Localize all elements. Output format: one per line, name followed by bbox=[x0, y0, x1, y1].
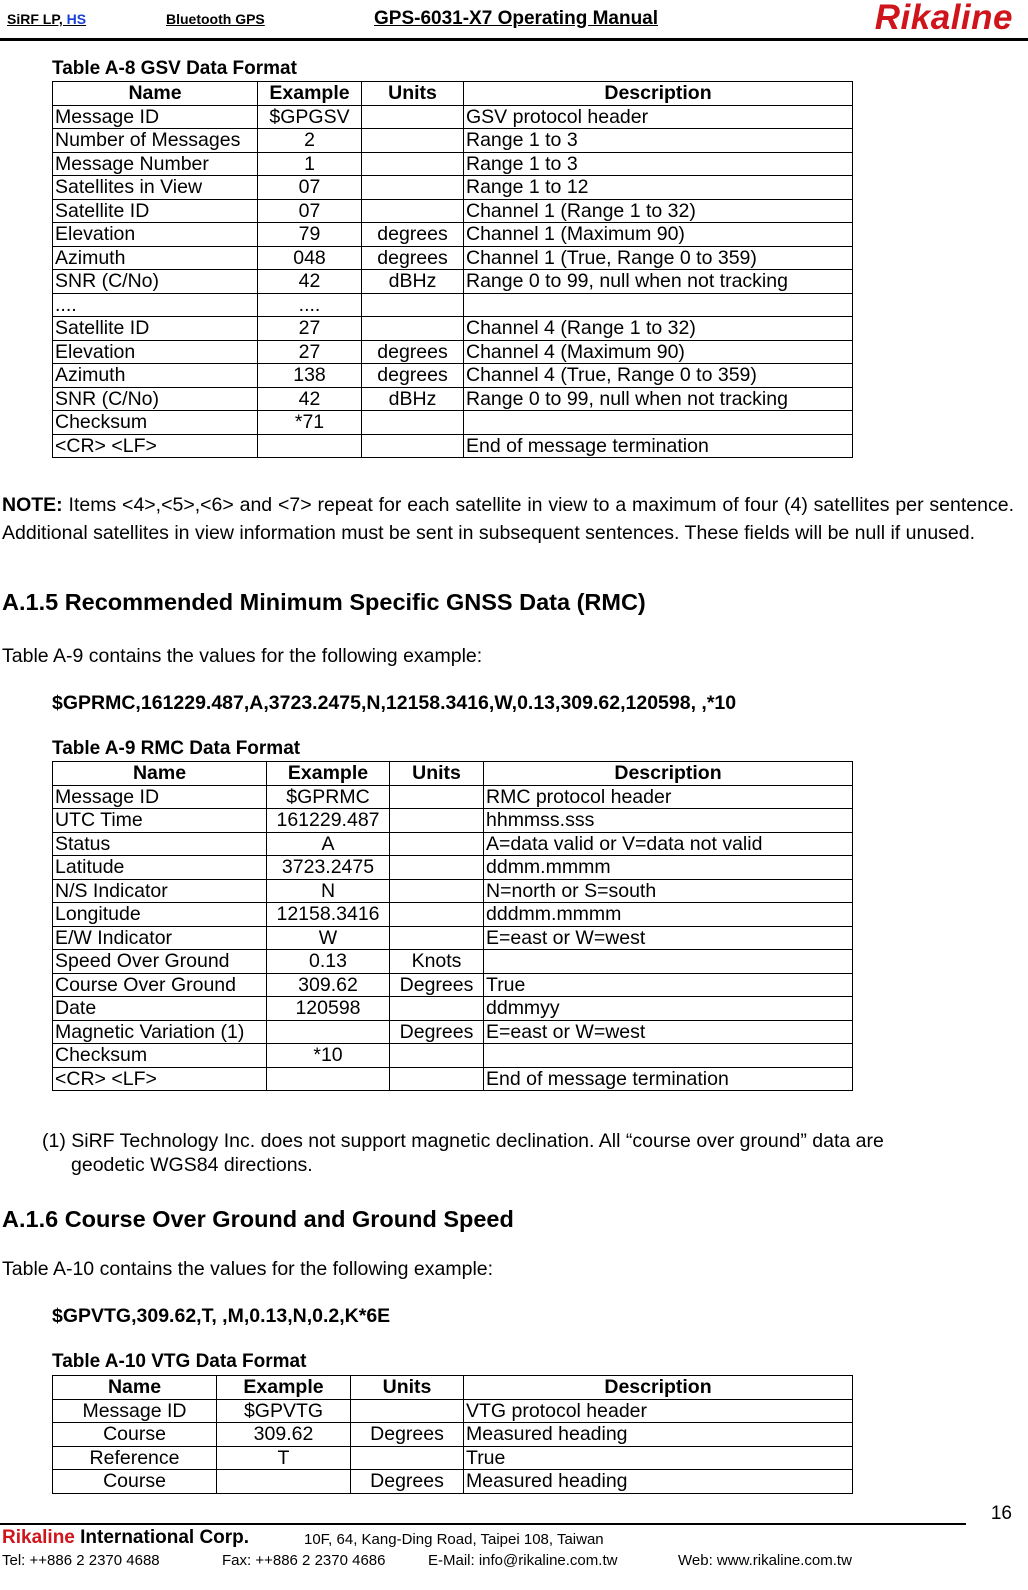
table-cell: 2 bbox=[258, 129, 362, 153]
table-cell: Course bbox=[53, 1470, 217, 1494]
table-row bbox=[53, 1446, 853, 1470]
table-cell: 309.62 bbox=[217, 1423, 351, 1447]
table-row bbox=[53, 129, 853, 153]
table-cell: Elevation bbox=[53, 223, 258, 247]
rmc-section-heading: A.1.5 Recommended Minimum Specific GNSS Data (RMC) bbox=[2, 589, 646, 615]
table-cell: Range 1 to 3 bbox=[464, 152, 853, 176]
column-header: Units bbox=[362, 82, 464, 106]
table-cell bbox=[267, 1020, 390, 1044]
table-cell: 42 bbox=[258, 387, 362, 411]
table-row bbox=[53, 434, 853, 458]
table-cell: GSV protocol header bbox=[464, 105, 853, 129]
column-header: Example bbox=[267, 762, 390, 786]
table-cell: UTC Time bbox=[53, 809, 267, 833]
table-cell: dBHz bbox=[362, 270, 464, 294]
table-row bbox=[53, 105, 853, 129]
table-cell: 309.62 bbox=[267, 973, 390, 997]
table-cell: 0.13 bbox=[267, 950, 390, 974]
table-cell: W bbox=[267, 926, 390, 950]
table-cell bbox=[362, 176, 464, 200]
table-row bbox=[53, 270, 853, 294]
table-cell: Elevation bbox=[53, 340, 258, 364]
column-header: Description bbox=[484, 762, 853, 786]
footer-address: 10F, 64, Kang-Ding Road, Taipei 108, Taiwan bbox=[304, 1531, 604, 1548]
gsv-data-table bbox=[52, 81, 853, 458]
note-text: Items <4>,<5>,<6> and <7> repeat for each satellite in view to a maximum of four (4) satellites per sentence. Additional satellites in view information must be sent in subsequent sentences. These fields will be null if unused. bbox=[2, 494, 1014, 544]
table-cell: 048 bbox=[258, 246, 362, 270]
column-header: Units bbox=[351, 1376, 464, 1400]
table-row bbox=[53, 950, 853, 974]
table-cell bbox=[267, 1067, 390, 1091]
table-cell: ddmm.mmmm bbox=[484, 856, 853, 880]
gsv-note bbox=[2, 491, 1014, 547]
table-cell bbox=[362, 434, 464, 458]
header-sirf-text: SiRF LP, bbox=[7, 11, 67, 27]
table-cell: Reference bbox=[53, 1446, 217, 1470]
table-cell bbox=[362, 411, 464, 435]
table-cell: Message ID bbox=[53, 785, 267, 809]
table-cell: hhmmss.sss bbox=[484, 809, 853, 833]
table-cell: $GPVTG bbox=[217, 1399, 351, 1423]
table-cell: Degrees bbox=[390, 973, 484, 997]
table-header-row bbox=[53, 1376, 853, 1400]
header-hs-link[interactable]: HS bbox=[66, 11, 87, 27]
table-row bbox=[53, 411, 853, 435]
table-cell: Satellites in View bbox=[53, 176, 258, 200]
table-row bbox=[53, 832, 853, 856]
table-cell: dBHz bbox=[362, 387, 464, 411]
table-row bbox=[53, 293, 853, 317]
table-cell: Satellite ID bbox=[53, 199, 258, 223]
table-cell: 120598 bbox=[267, 997, 390, 1021]
vtg-intro: Table A-10 contains the values for the following example: bbox=[2, 1258, 494, 1280]
table-cell: Channel 4 (True, Range 0 to 359) bbox=[464, 364, 853, 388]
table-cell bbox=[390, 856, 484, 880]
table-cell: *10 bbox=[267, 1044, 390, 1068]
table-cell: Range 0 to 99, null when not tracking bbox=[464, 387, 853, 411]
table-cell: degrees bbox=[362, 246, 464, 270]
table-cell bbox=[390, 1067, 484, 1091]
table-header-row bbox=[53, 82, 853, 106]
table-cell: 3723.2475 bbox=[267, 856, 390, 880]
vtg-section-heading: A.1.6 Course Over Ground and Ground Speed bbox=[2, 1206, 514, 1232]
vtg-data-table bbox=[52, 1375, 853, 1494]
vtg-table-caption: Table A-10 VTG Data Format bbox=[52, 1351, 307, 1372]
table-cell bbox=[362, 293, 464, 317]
table-cell: T bbox=[217, 1446, 351, 1470]
table-cell: Range 0 to 99, null when not tracking bbox=[464, 270, 853, 294]
table-cell: 42 bbox=[258, 270, 362, 294]
rmc-example-sentence: $GPRMC,161229.487,A,3723.2475,N,12158.3416,W,0.13,309.62,120598, ,*10 bbox=[52, 692, 737, 714]
table-cell bbox=[390, 832, 484, 856]
table-row bbox=[53, 879, 853, 903]
table-cell: End of message termination bbox=[464, 434, 853, 458]
table-cell: Message ID bbox=[53, 105, 258, 129]
table-cell: Number of Messages bbox=[53, 129, 258, 153]
header-product-line bbox=[7, 11, 86, 27]
footer-email[interactable]: E-Mail: info@rikaline.com.tw bbox=[428, 1552, 618, 1569]
note-label: NOTE: bbox=[2, 494, 63, 516]
header-divider bbox=[0, 38, 1028, 41]
column-header: Name bbox=[53, 762, 267, 786]
table-cell: dddmm.mmmm bbox=[484, 903, 853, 927]
table-cell: Measured heading bbox=[464, 1423, 853, 1447]
table-row bbox=[53, 1470, 853, 1494]
table-cell bbox=[390, 809, 484, 833]
footnote-line-1: (1) SiRF Technology Inc. does not support magnetic declination. All “course over ground” data are bbox=[42, 1130, 884, 1152]
table-row bbox=[53, 152, 853, 176]
table-cell: Message Number bbox=[53, 152, 258, 176]
column-header: Name bbox=[53, 1376, 217, 1400]
header-manual-title: GPS-6031-X7 Operating Manual bbox=[374, 8, 659, 29]
table-cell: <CR> <LF> bbox=[53, 1067, 267, 1091]
table-cell: SNR (C/No) bbox=[53, 387, 258, 411]
table-cell: Azimuth bbox=[53, 364, 258, 388]
table-cell: Checksum bbox=[53, 411, 258, 435]
column-header: Units bbox=[390, 762, 484, 786]
table-cell: Channel 4 (Range 1 to 32) bbox=[464, 317, 853, 341]
table-cell: RMC protocol header bbox=[484, 785, 853, 809]
table-cell: Degrees bbox=[390, 1020, 484, 1044]
table-row bbox=[53, 387, 853, 411]
table-cell bbox=[464, 411, 853, 435]
table-cell: 27 bbox=[258, 340, 362, 364]
rmc-data-table bbox=[52, 761, 853, 1091]
table-row bbox=[53, 340, 853, 364]
table-row bbox=[53, 223, 853, 247]
footer-corp-suffix: International Corp. bbox=[74, 1527, 250, 1548]
table-row bbox=[53, 364, 853, 388]
table-cell: True bbox=[464, 1446, 853, 1470]
table-cell: Magnetic Variation (1) bbox=[53, 1020, 267, 1044]
gsv-table-caption: Table A-8 GSV Data Format bbox=[52, 58, 297, 79]
column-header: Description bbox=[464, 1376, 853, 1400]
table-cell: ddmmyy bbox=[484, 997, 853, 1021]
table-cell bbox=[362, 199, 464, 223]
table-cell: .... bbox=[53, 293, 258, 317]
table-cell: Longitude bbox=[53, 903, 267, 927]
table-cell: Degrees bbox=[351, 1423, 464, 1447]
table-cell: Channel 1 (Range 1 to 32) bbox=[464, 199, 853, 223]
table-cell: degrees bbox=[362, 223, 464, 247]
table-cell: E/W Indicator bbox=[53, 926, 267, 950]
table-cell: .... bbox=[258, 293, 362, 317]
footer-company-name bbox=[2, 1527, 249, 1549]
footer-web[interactable]: Web: www.rikaline.com.tw bbox=[678, 1552, 852, 1569]
table-cell: Date bbox=[53, 997, 267, 1021]
table-cell bbox=[390, 903, 484, 927]
table-cell: 79 bbox=[258, 223, 362, 247]
footer-divider bbox=[0, 1523, 966, 1525]
table-cell: Latitude bbox=[53, 856, 267, 880]
table-row bbox=[53, 1044, 853, 1068]
rmc-intro: Table A-9 contains the values for the following example: bbox=[2, 645, 483, 667]
table-row bbox=[53, 1399, 853, 1423]
table-cell bbox=[390, 997, 484, 1021]
column-header: Description bbox=[464, 82, 853, 106]
table-cell bbox=[464, 293, 853, 317]
table-cell: 12158.3416 bbox=[267, 903, 390, 927]
table-cell: Channel 1 (True, Range 0 to 359) bbox=[464, 246, 853, 270]
column-header: Name bbox=[53, 82, 258, 106]
table-row bbox=[53, 1423, 853, 1447]
table-header-row bbox=[53, 762, 853, 786]
table-cell: degrees bbox=[362, 340, 464, 364]
column-header: Example bbox=[258, 82, 362, 106]
table-row bbox=[53, 856, 853, 880]
table-cell bbox=[351, 1446, 464, 1470]
header-bluetooth-gps: Bluetooth GPS bbox=[166, 11, 265, 27]
table-cell bbox=[484, 950, 853, 974]
table-cell: E=east or W=west bbox=[484, 926, 853, 950]
table-cell bbox=[362, 129, 464, 153]
table-cell: Message ID bbox=[53, 1399, 217, 1423]
table-cell: N=north or S=south bbox=[484, 879, 853, 903]
table-cell: Channel 1 (Maximum 90) bbox=[464, 223, 853, 247]
table-cell: Speed Over Ground bbox=[53, 950, 267, 974]
table-cell: $GPRMC bbox=[267, 785, 390, 809]
footer-tel: Tel: ++886 2 2370 4688 bbox=[2, 1552, 160, 1569]
table-cell: Checksum bbox=[53, 1044, 267, 1068]
table-cell: End of message termination bbox=[484, 1067, 853, 1091]
table-cell bbox=[217, 1470, 351, 1494]
table-cell bbox=[351, 1399, 464, 1423]
rmc-footnote bbox=[42, 1129, 884, 1177]
table-cell: Channel 4 (Maximum 90) bbox=[464, 340, 853, 364]
table-cell: *71 bbox=[258, 411, 362, 435]
table-row bbox=[53, 199, 853, 223]
table-cell: 07 bbox=[258, 199, 362, 223]
table-row bbox=[53, 1067, 853, 1091]
table-cell: Knots bbox=[390, 950, 484, 974]
table-cell bbox=[390, 1044, 484, 1068]
table-cell: VTG protocol header bbox=[464, 1399, 853, 1423]
table-cell: 07 bbox=[258, 176, 362, 200]
table-cell: N/S Indicator bbox=[53, 879, 267, 903]
footer-brand: Rikaline bbox=[2, 1527, 75, 1548]
table-cell: Status bbox=[53, 832, 267, 856]
table-cell: degrees bbox=[362, 364, 464, 388]
table-row bbox=[53, 1020, 853, 1044]
table-cell: 27 bbox=[258, 317, 362, 341]
table-row bbox=[53, 926, 853, 950]
table-cell: 161229.487 bbox=[267, 809, 390, 833]
table-cell: A=data valid or V=data not valid bbox=[484, 832, 853, 856]
table-cell: Satellite ID bbox=[53, 317, 258, 341]
table-row bbox=[53, 176, 853, 200]
table-cell: <CR> <LF> bbox=[53, 434, 258, 458]
table-cell: Azimuth bbox=[53, 246, 258, 270]
table-cell bbox=[362, 317, 464, 341]
page-number: 16 bbox=[990, 1503, 1012, 1524]
table-cell: SNR (C/No) bbox=[53, 270, 258, 294]
rmc-table-caption: Table A-9 RMC Data Format bbox=[52, 738, 301, 759]
table-row bbox=[53, 903, 853, 927]
table-cell: 138 bbox=[258, 364, 362, 388]
vtg-example-sentence: $GPVTG,309.62,T, ,M,0.13,N,0.2,K*6E bbox=[52, 1305, 391, 1327]
table-cell bbox=[484, 1044, 853, 1068]
table-cell bbox=[390, 879, 484, 903]
table-cell bbox=[258, 434, 362, 458]
rikaline-logo: Rikaline bbox=[874, 0, 1013, 37]
table-cell: Degrees bbox=[351, 1470, 464, 1494]
table-cell: Range 1 to 12 bbox=[464, 176, 853, 200]
table-row bbox=[53, 317, 853, 341]
table-cell: Range 1 to 3 bbox=[464, 129, 853, 153]
table-row bbox=[53, 785, 853, 809]
footnote-line-2: geodetic WGS84 directions. bbox=[71, 1154, 313, 1176]
table-cell bbox=[390, 785, 484, 809]
table-cell: $GPGSV bbox=[258, 105, 362, 129]
table-cell: 1 bbox=[258, 152, 362, 176]
table-cell: Course bbox=[53, 1423, 217, 1447]
table-row bbox=[53, 809, 853, 833]
footer-fax: Fax: ++886 2 2370 4686 bbox=[222, 1552, 386, 1569]
table-cell bbox=[390, 926, 484, 950]
column-header: Example bbox=[217, 1376, 351, 1400]
table-cell bbox=[362, 152, 464, 176]
table-cell: N bbox=[267, 879, 390, 903]
table-cell: A bbox=[267, 832, 390, 856]
table-row bbox=[53, 997, 853, 1021]
table-row bbox=[53, 973, 853, 997]
table-cell: E=east or W=west bbox=[484, 1020, 853, 1044]
table-cell: True bbox=[484, 973, 853, 997]
table-row bbox=[53, 246, 853, 270]
table-cell bbox=[362, 105, 464, 129]
table-cell: Measured heading bbox=[464, 1470, 853, 1494]
table-cell: Course Over Ground bbox=[53, 973, 267, 997]
